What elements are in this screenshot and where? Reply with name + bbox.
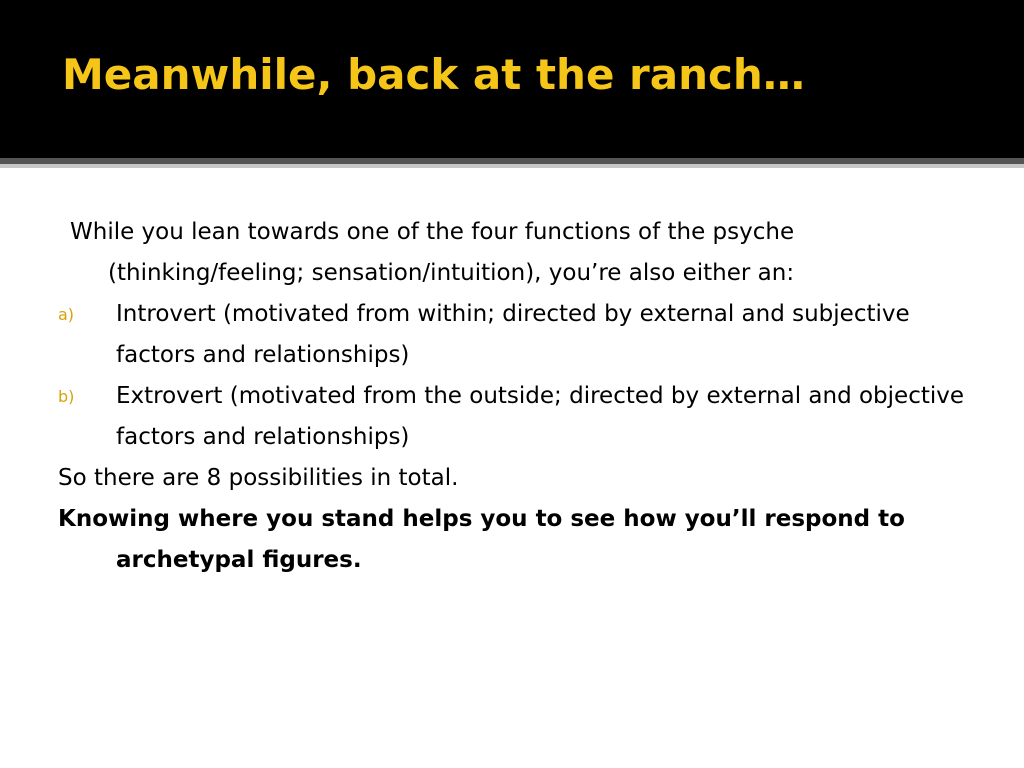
list-item-text: Extrovert (motivated from the outside; directed by external and objective factors and relationships) xyxy=(116,383,965,450)
list-marker-a: a) xyxy=(58,305,75,324)
list-item-extrovert xyxy=(58,376,978,458)
summary-paragraph: So there are 8 possibilities in total. xyxy=(58,465,459,491)
slide-title: Meanwhile, back at the ranch… xyxy=(62,50,805,99)
list-item-introvert xyxy=(58,294,978,376)
list-item-text: Introvert (motivated from within; directed by external and subjective factors and relationships) xyxy=(116,301,910,368)
title-bar xyxy=(0,0,1024,158)
intro-paragraph: While you lean towards one of the four functions of the psyche (thinking/feeling; sensation/intuition), you’re also either an: xyxy=(70,219,795,286)
conclusion-paragraph: Knowing where you stand helps you to see how you’ll respond to archetypal figures. xyxy=(58,506,905,573)
title-divider-light xyxy=(0,164,1024,168)
slide-body xyxy=(58,212,978,581)
list-marker-b: b) xyxy=(58,387,75,406)
